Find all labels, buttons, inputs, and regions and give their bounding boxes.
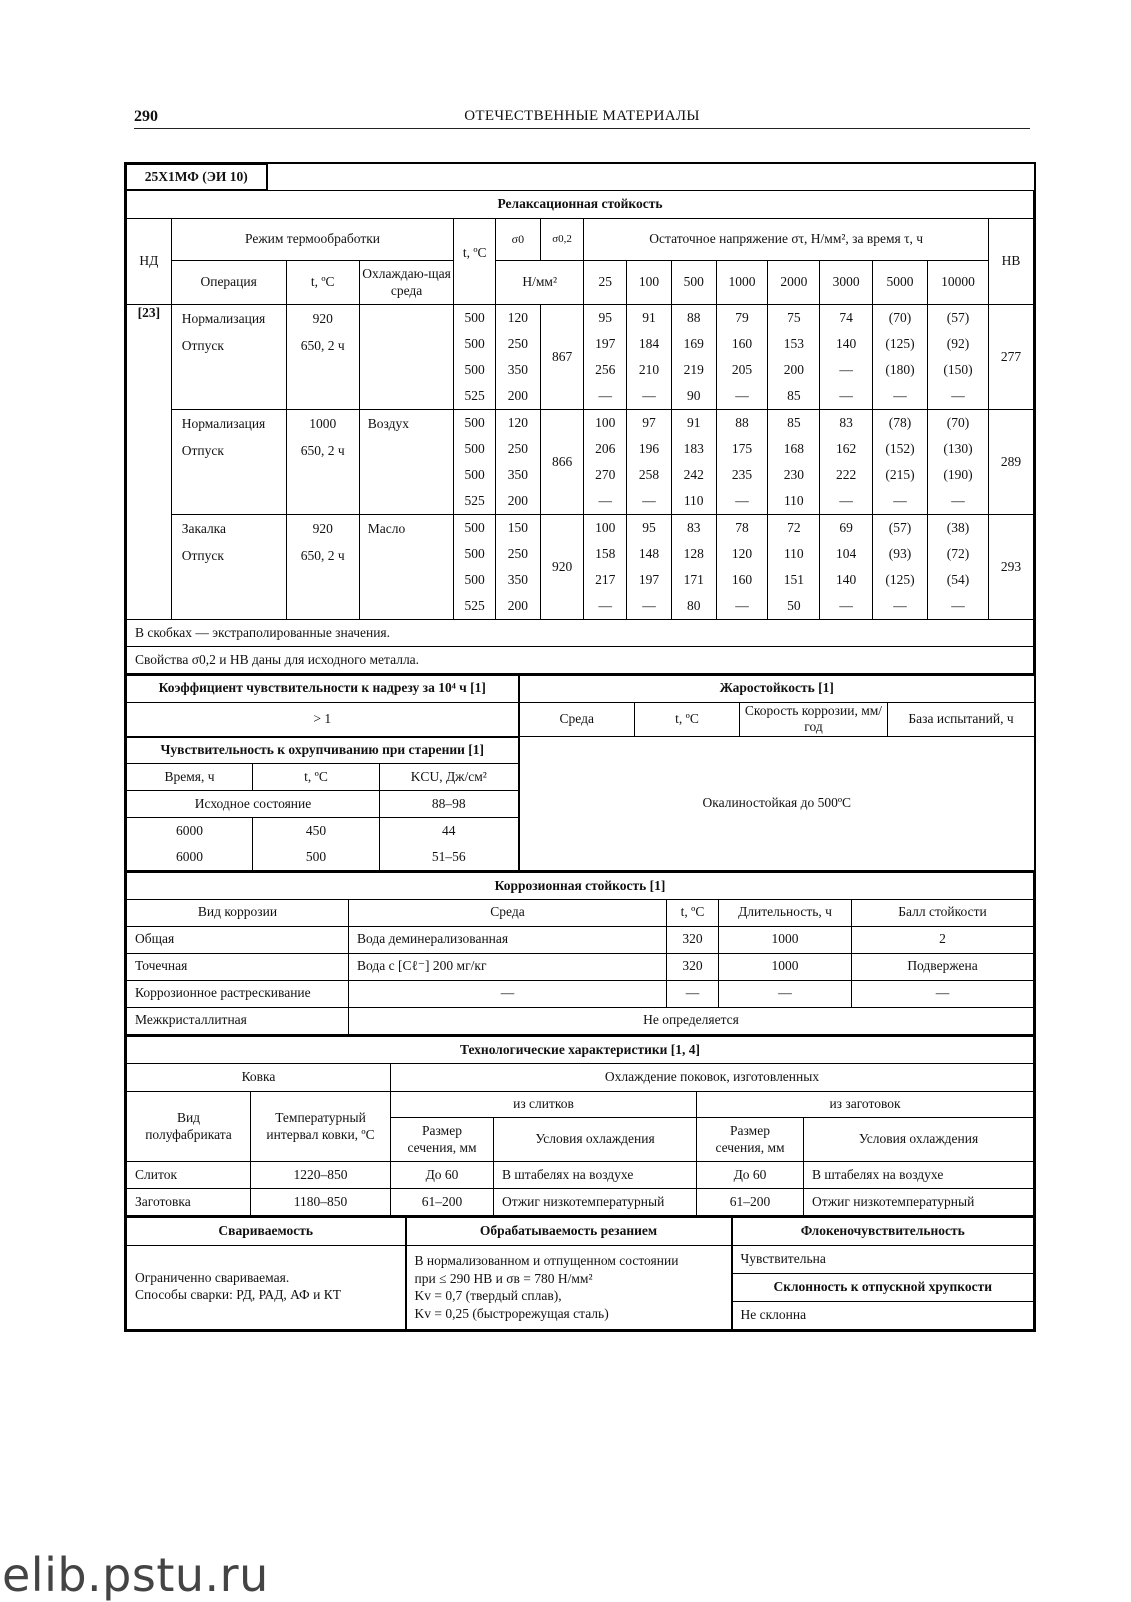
residual-stress: 205 (716, 357, 768, 383)
section-size: До 60 (697, 1162, 804, 1189)
heat-medium-header: Среда (519, 702, 635, 737)
heat-rate-header: Скорость коррозии, мм/год (740, 702, 888, 737)
heat-base-header: База испытаний, ч (888, 702, 1035, 737)
weldability-value (127, 1245, 406, 1329)
residual-stress: 50 (768, 593, 820, 620)
cooling-condition: В штабелях на воздухе (804, 1162, 1034, 1189)
forging-range: 1180–850 (251, 1189, 391, 1216)
aging-temp: 500 (253, 844, 380, 871)
residual-stress: 158 (584, 541, 627, 567)
residual-stress: — (584, 383, 627, 410)
operation: Нормализация (181, 311, 266, 326)
residual-stress: (93) (873, 541, 928, 567)
residual-stress: 120 (716, 541, 768, 567)
corr-type: Точечная (127, 953, 349, 980)
aging-kcu: 44 (380, 818, 519, 844)
residual-stress: 183 (671, 436, 716, 462)
residual-stress: 175 (716, 436, 768, 462)
weldability-line: Ограниченно свариваемая. (135, 1270, 290, 1286)
temper-brittleness-title: Склонность к отпускной хрупкости (732, 1273, 1034, 1301)
residual-stress: 219 (671, 357, 716, 383)
residual-stress: — (927, 488, 988, 515)
residual-stress: 90 (671, 383, 716, 410)
residual-stress: 196 (627, 436, 672, 462)
sigma0: 250 (496, 436, 541, 462)
residual-stress: 217 (584, 567, 627, 593)
sigma02: 866 (540, 410, 584, 515)
hb-header: НВ (988, 219, 1033, 305)
residual-stress: 88 (671, 305, 716, 332)
residual-stress: — (584, 593, 627, 620)
machinability-line: Kv = 0,25 (быстрорежущая сталь) (414, 1305, 609, 1321)
residual-stress: — (927, 593, 988, 620)
residual-stress: 95 (627, 515, 672, 542)
residual-stress: 197 (627, 567, 672, 593)
residual-stress: (152) (873, 436, 928, 462)
tech-title: Технологические характеристики [1, 4] (127, 1036, 1034, 1064)
corr-intercrystalline-value: Не определяется (349, 1007, 1034, 1034)
treatment-temp-cell (286, 305, 359, 410)
page-header (134, 106, 1030, 129)
residual-stress: — (584, 488, 627, 515)
residual-stress: 162 (820, 436, 873, 462)
operation: Нормализация (181, 416, 266, 431)
grade-table (126, 164, 1034, 190)
corr-type: Общая (127, 926, 349, 953)
residual-stress: (54) (927, 567, 988, 593)
residual-stress: 222 (820, 462, 873, 488)
corr-medium: Вода с [Cℓ⁻] 200 мг/кг (349, 953, 667, 980)
reference: [23] (127, 305, 172, 620)
residual-stress: — (873, 383, 928, 410)
residual-stress: 100 (584, 515, 627, 542)
treatment-temp-cell (286, 515, 359, 620)
corr-score: Подвержена (852, 953, 1034, 980)
residual-stress: (78) (873, 410, 928, 437)
cooling-condition: Отжиг низкотемпературный (804, 1189, 1034, 1216)
machinability-title: Обрабатываемость резанием (406, 1217, 732, 1245)
machinability-line: при ≤ 290 НВ и σв = 780 Н/мм² (414, 1270, 593, 1286)
aging-temp: 450 (253, 818, 380, 844)
note-extrapolated: В скобках — экстраполированные значения. (127, 620, 1034, 647)
time-header: 100 (627, 261, 672, 305)
forging-range: 1220–850 (251, 1162, 391, 1189)
residual-stress: 72 (768, 515, 820, 542)
corr-duration-header: Длительность, ч (719, 899, 852, 926)
semifinished-type: Заготовка (127, 1189, 251, 1216)
page-number: 290 (134, 108, 158, 125)
material-sheet (124, 162, 1036, 1332)
treatment-temp: 650, 2 ч (300, 338, 345, 353)
time-header: 500 (671, 261, 716, 305)
residual-stress: 83 (671, 515, 716, 542)
corr-medium-header: Среда (349, 899, 667, 926)
test-temp: 525 (454, 593, 496, 620)
section-size: До 60 (391, 1162, 494, 1189)
test-temp-header: t, ºC (454, 219, 496, 305)
sigma0: 200 (496, 488, 541, 515)
section-size-header: Размер сечения, мм (697, 1118, 804, 1162)
notch-value: > 1 (127, 702, 519, 737)
residual-stress: 210 (627, 357, 672, 383)
residual-stress: 75 (768, 305, 820, 332)
residual-stress: 110 (768, 488, 820, 515)
residual-stress: — (873, 593, 928, 620)
sigma0: 200 (496, 383, 541, 410)
treatment-temp-cell (286, 410, 359, 515)
residual-stress: (190) (927, 462, 988, 488)
sigma0: 200 (496, 593, 541, 620)
relaxation-title: Релаксационная стойкость (127, 191, 1034, 219)
corr-medium: — (349, 980, 667, 1007)
residual-stress: 100 (584, 410, 627, 437)
sigma0: 120 (496, 305, 541, 332)
residual-stress: 95 (584, 305, 627, 332)
semifinished-type-header: Вид полуфабриката (127, 1092, 251, 1162)
time-header: 25 (584, 261, 627, 305)
corr-score: — (852, 980, 1034, 1007)
residual-stress: — (627, 593, 672, 620)
from-ingots-header: из слитков (391, 1092, 697, 1118)
residual-stress: — (716, 593, 768, 620)
residual-stress: 230 (768, 462, 820, 488)
sigma02: 920 (540, 515, 584, 620)
flake-value: Чувствительна (732, 1245, 1034, 1273)
residual-stress: 160 (716, 331, 768, 357)
residual-stress: 85 (768, 410, 820, 437)
corr-type: Межкристаллитная (127, 1007, 349, 1034)
weldability-title: Свариваемость (127, 1217, 406, 1245)
corr-score-header: Балл стойкости (852, 899, 1034, 926)
operation: Отпуск (181, 548, 224, 563)
aging-kcu-header: KCU, Дж/см² (380, 764, 519, 791)
bottom-table (126, 1216, 1034, 1330)
treatment-temp: 1000 (309, 416, 337, 431)
residual-stress: (150) (927, 357, 988, 383)
residual-stress: 79 (716, 305, 768, 332)
corr-type: Коррозионное растрескивание (127, 980, 349, 1007)
temp-header: t, ºC (286, 261, 359, 305)
time-header: 10000 (927, 261, 988, 305)
residual-stress: (70) (873, 305, 928, 332)
running-title: ОТЕЧЕСТВЕННЫЕ МАТЕРИАЛЫ (464, 108, 700, 124)
residual-stress: (70) (927, 410, 988, 437)
residual-stress: 85 (768, 383, 820, 410)
forging-range-header: Температурный интервал ковки, ºC (251, 1092, 391, 1162)
residual-stress: 169 (671, 331, 716, 357)
residual-stress: 197 (584, 331, 627, 357)
cooling-medium: Воздух (359, 410, 454, 515)
sigma0: 350 (496, 462, 541, 488)
corrosion-table (126, 871, 1034, 1035)
sigma0: 150 (496, 515, 541, 542)
residual-stress: 110 (671, 488, 716, 515)
residual-stress: 140 (820, 567, 873, 593)
cooling-medium: Масло (359, 515, 454, 620)
aging-time-header: Время, ч (127, 764, 253, 791)
residual-stress: 74 (820, 305, 873, 332)
test-temp: 500 (454, 515, 496, 542)
residual-stress: (72) (927, 541, 988, 567)
heat-value: Окалиностойкая до 500ºC (519, 737, 1035, 871)
treatment-temp: 920 (312, 311, 333, 326)
corr-duration: 1000 (719, 926, 852, 953)
residual-stress: 258 (627, 462, 672, 488)
aging-title: Чувствительность к охрупчиванию при старении [1] (127, 737, 519, 764)
corr-score: 2 (852, 926, 1034, 953)
residual-stress: 151 (768, 567, 820, 593)
time-header: 5000 (873, 261, 928, 305)
machinability-value (406, 1245, 732, 1329)
nd-header: НД (127, 219, 172, 305)
test-temp: 500 (454, 305, 496, 332)
residual-stress: 200 (768, 357, 820, 383)
residual-stress: 104 (820, 541, 873, 567)
residual-stress: — (927, 383, 988, 410)
residual-stress: — (716, 488, 768, 515)
sigma0: 250 (496, 331, 541, 357)
machinability-line: В нормализованном и отпущенном состоянии (414, 1253, 679, 1269)
residual-stress: (125) (873, 331, 928, 357)
test-temp: 500 (454, 410, 496, 437)
residual-stress: 110 (768, 541, 820, 567)
treatment-temp: 650, 2 ч (300, 443, 345, 458)
residual-stress: — (820, 383, 873, 410)
residual-stress: — (627, 383, 672, 410)
residual-stress: (215) (873, 462, 928, 488)
corr-temp: 320 (667, 953, 719, 980)
aging-initial-value: 88–98 (380, 791, 519, 818)
residual-stress: (38) (927, 515, 988, 542)
residual-stress: 256 (584, 357, 627, 383)
cooling-medium (359, 305, 454, 410)
corr-temp: 320 (667, 926, 719, 953)
watermark: elib.pstu.ru (2, 1548, 269, 1602)
residual-stress: (125) (873, 567, 928, 593)
residual-stress: (180) (873, 357, 928, 383)
weldability-methods: Способы сварки: РД, РАД, АФ и КТ (135, 1287, 341, 1303)
sigma02-header: σ0,2 (540, 219, 584, 261)
mode-header: Режим термообработки (171, 219, 454, 261)
time-header: 1000 (716, 261, 768, 305)
test-temp: 500 (454, 357, 496, 383)
residual-stress: 91 (627, 305, 672, 332)
residual-stress: — (820, 357, 873, 383)
operation-cell (171, 515, 286, 620)
residual-stress: 69 (820, 515, 873, 542)
residual-stress: 235 (716, 462, 768, 488)
test-temp: 500 (454, 436, 496, 462)
notch-title: Коэффициент чувствительности к надрезу за 10⁴ ч [1] (127, 675, 519, 702)
operation-header: Операция (171, 261, 286, 305)
test-temp: 500 (454, 331, 496, 357)
test-temp: 525 (454, 383, 496, 410)
residual-stress: 97 (627, 410, 672, 437)
residual-stress: 270 (584, 462, 627, 488)
semifinished-type: Слиток (127, 1162, 251, 1189)
residual-stress: 242 (671, 462, 716, 488)
residual-stress: — (873, 488, 928, 515)
hb-value: 277 (988, 305, 1033, 410)
operation: Отпуск (181, 338, 224, 353)
test-temp: 500 (454, 462, 496, 488)
test-temp: 525 (454, 488, 496, 515)
section-size-header: Размер сечения, мм (391, 1118, 494, 1162)
machinability-line: Kv = 0,7 (твердый сплав), (414, 1288, 562, 1304)
residual-stress: 206 (584, 436, 627, 462)
residual-stress: 184 (627, 331, 672, 357)
test-temp: 500 (454, 541, 496, 567)
aging-time: 6000 (127, 844, 253, 871)
treatment-temp: 650, 2 ч (300, 548, 345, 563)
tech-table (126, 1035, 1034, 1217)
relaxation-table (126, 190, 1034, 674)
section-size: 61–200 (697, 1189, 804, 1216)
corr-temp: — (667, 980, 719, 1007)
residual-stress: 88 (716, 410, 768, 437)
aging-temp-header: t, ºC (253, 764, 380, 791)
residual-header: Остаточное напряжение στ, Н/мм², за время τ, ч (584, 219, 989, 261)
residual-stress: — (716, 383, 768, 410)
aging-kcu: 51–56 (380, 844, 519, 871)
residual-stress: 128 (671, 541, 716, 567)
corr-medium: Вода деминерализованная (349, 926, 667, 953)
residual-stress: 168 (768, 436, 820, 462)
residual-stress: 140 (820, 331, 873, 357)
residual-stress: — (820, 593, 873, 620)
cooling-header: Охлаждение поковок, изготовленных (391, 1064, 1034, 1092)
residual-stress: 171 (671, 567, 716, 593)
sigma0: 250 (496, 541, 541, 567)
cooling-conditions-header: Условия охлаждения (804, 1118, 1034, 1162)
residual-stress: (57) (873, 515, 928, 542)
sigma02: 867 (540, 305, 584, 410)
corrosion-title: Коррозионная стойкость [1] (127, 872, 1034, 899)
residual-stress: 153 (768, 331, 820, 357)
hb-value: 293 (988, 515, 1033, 620)
middle-table (126, 674, 1035, 871)
note-initial-metal: Свойства σ0,2 и НВ даны для исходного металла. (127, 647, 1034, 674)
residual-stress: (57) (927, 305, 988, 332)
aging-time: 6000 (127, 818, 253, 844)
operation: Отпуск (181, 443, 224, 458)
residual-stress: 80 (671, 593, 716, 620)
heat-temp-header: t, ºC (635, 702, 740, 737)
residual-stress: 160 (716, 567, 768, 593)
unit-header: Н/мм² (496, 261, 584, 305)
residual-stress: 78 (716, 515, 768, 542)
hb-value: 289 (988, 410, 1033, 515)
temper-brittleness-value: Не склонна (732, 1301, 1034, 1329)
operation: Закалка (181, 521, 227, 536)
treatment-temp: 920 (312, 521, 333, 536)
sigma0: 350 (496, 357, 541, 383)
operation-cell (171, 305, 286, 410)
aging-initial-state: Исходное состояние (127, 791, 380, 818)
steel-grade: 25Х1МФ (ЭИ 10) (127, 165, 267, 190)
from-blanks-header: из заготовок (697, 1092, 1034, 1118)
cooling-condition: Отжиг низкотемпературный (494, 1189, 697, 1216)
forging-header: Ковка (127, 1064, 391, 1092)
corr-type-header: Вид коррозии (127, 899, 349, 926)
residual-stress: 91 (671, 410, 716, 437)
cooling-header: Охлаждаю-щая среда (359, 261, 454, 305)
test-temp: 500 (454, 567, 496, 593)
cooling-condition: В штабелях на воздухе (494, 1162, 697, 1189)
corr-temp-header: t, ºC (667, 899, 719, 926)
operation-cell (171, 410, 286, 515)
corr-duration: 1000 (719, 953, 852, 980)
residual-stress: (92) (927, 331, 988, 357)
section-size: 61–200 (391, 1189, 494, 1216)
residual-stress: — (820, 488, 873, 515)
residual-stress: (130) (927, 436, 988, 462)
sigma0: 350 (496, 567, 541, 593)
residual-stress: 83 (820, 410, 873, 437)
corr-duration: — (719, 980, 852, 1007)
heat-title: Жаростойкость [1] (519, 675, 1035, 702)
time-header: 3000 (820, 261, 873, 305)
sigma0-header: σ0 (496, 219, 541, 261)
residual-stress: 148 (627, 541, 672, 567)
residual-stress: — (627, 488, 672, 515)
sigma0: 120 (496, 410, 541, 437)
flake-title: Флокеночувствительность (732, 1217, 1034, 1245)
time-header: 2000 (768, 261, 820, 305)
cooling-conditions-header: Условия охлаждения (494, 1118, 697, 1162)
